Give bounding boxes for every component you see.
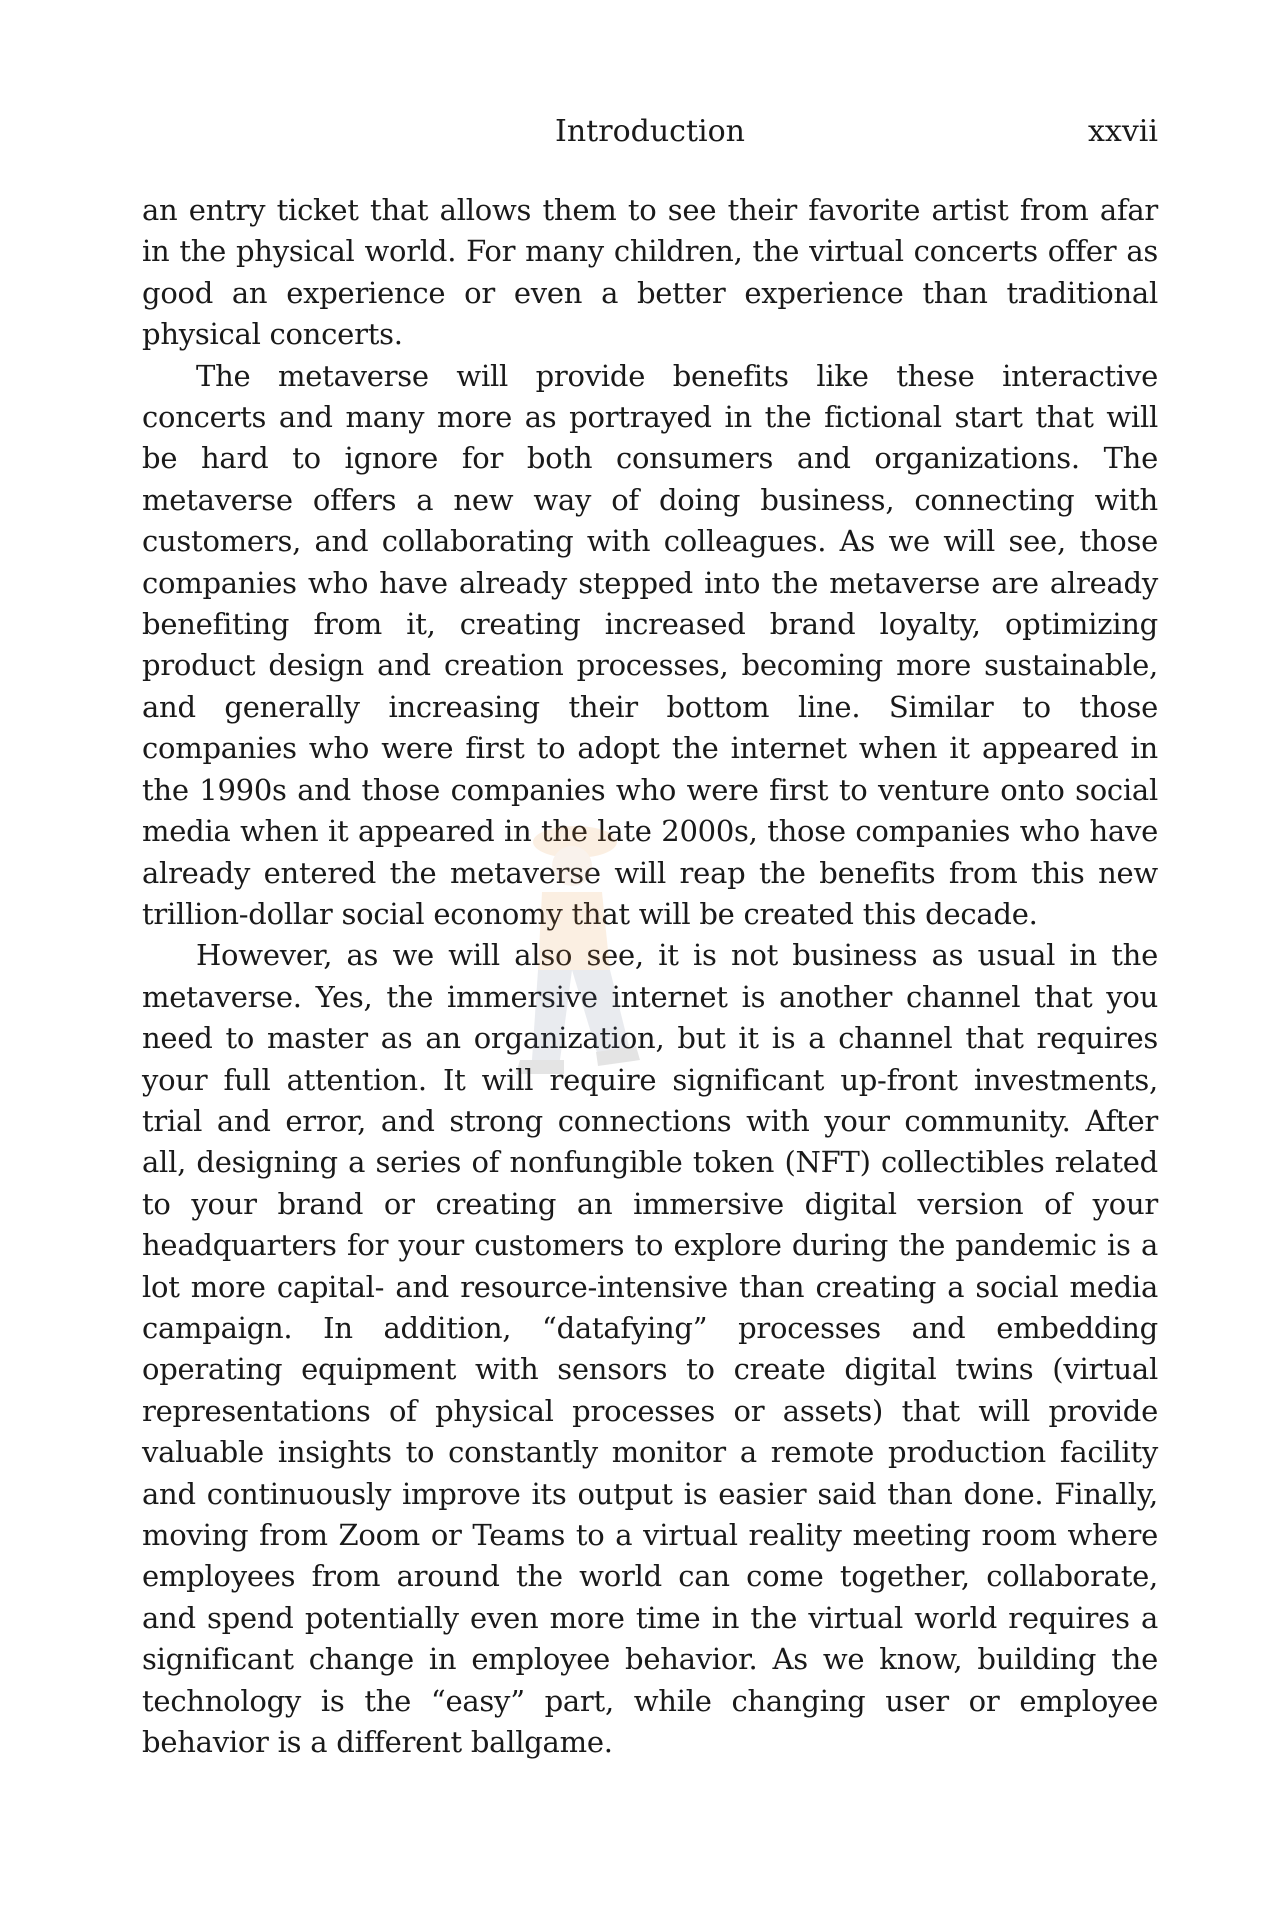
body-text	[142, 190, 1158, 1763]
running-title: Introduction	[555, 114, 745, 149]
paragraph-continued: an entry ticket that allows them to see their favorite artist from afar in the physical world. For many children, the virtual concerts offer as good an experience or even a better experience than traditional physical concerts.	[142, 193, 1158, 352]
running-head	[142, 112, 1158, 152]
paragraph-not-business-as-usual: However, as we will also see, it is not business as usual in the metaverse. Yes, the immersive internet is another channel that you need to master as an organization, but it is a channel that requires your full attention. It will require significant up-front investments, trial and error, and strong connections with your community. After all, designing a series of nonfungible token (NFT) collectibles related to your brand or creating an immersive digital version of your headquarters for your customers to explore during the pandemic is a lot more capital- and resource-intensive than creating a social media campaign. In addition, “datafying” processes and embedding operating equipment with sensors to create digital twins (virtual representations of physical processes or assets) that will provide valuable insights to constantly monitor a remote production facility and continuously improve its output is easier said than done. Finally, moving from Zoom or Teams to a virtual reality meeting room where employees from around the world can come together, collaborate, and spend potentially even more time in the virtual world requires a significant change in employee behavior. As we know, building the technology is the “easy” part, while changing user or employee behavior is a different ballgame.	[142, 938, 1158, 1760]
book-page	[142, 0, 1158, 1920]
paragraph-metaverse-benefits: The metaverse will provide benefits like these interactive concerts and many more as portrayed in the fictional start that will be hard to ignore for both consumers and organizations. The metaverse offers a new way of doing business, connecting with customers, and collaborating with colleagues. As we will see, those companies who have already stepped into the metaverse are already benefiting from it, creating increased brand loyalty, optimizing product design and creation processes, becoming more sustainable, and generally increasing their bottom line. Similar to those companies who were first to adopt the internet when it appeared in the 1990s and those companies who were first to venture onto social media when it appeared in the late 2000s, those companies who have already entered the metaverse will reap the benefits from this new trillion-dollar social economy that will be created this decade.	[142, 358, 1158, 931]
page-number: xxvii	[1088, 114, 1158, 149]
